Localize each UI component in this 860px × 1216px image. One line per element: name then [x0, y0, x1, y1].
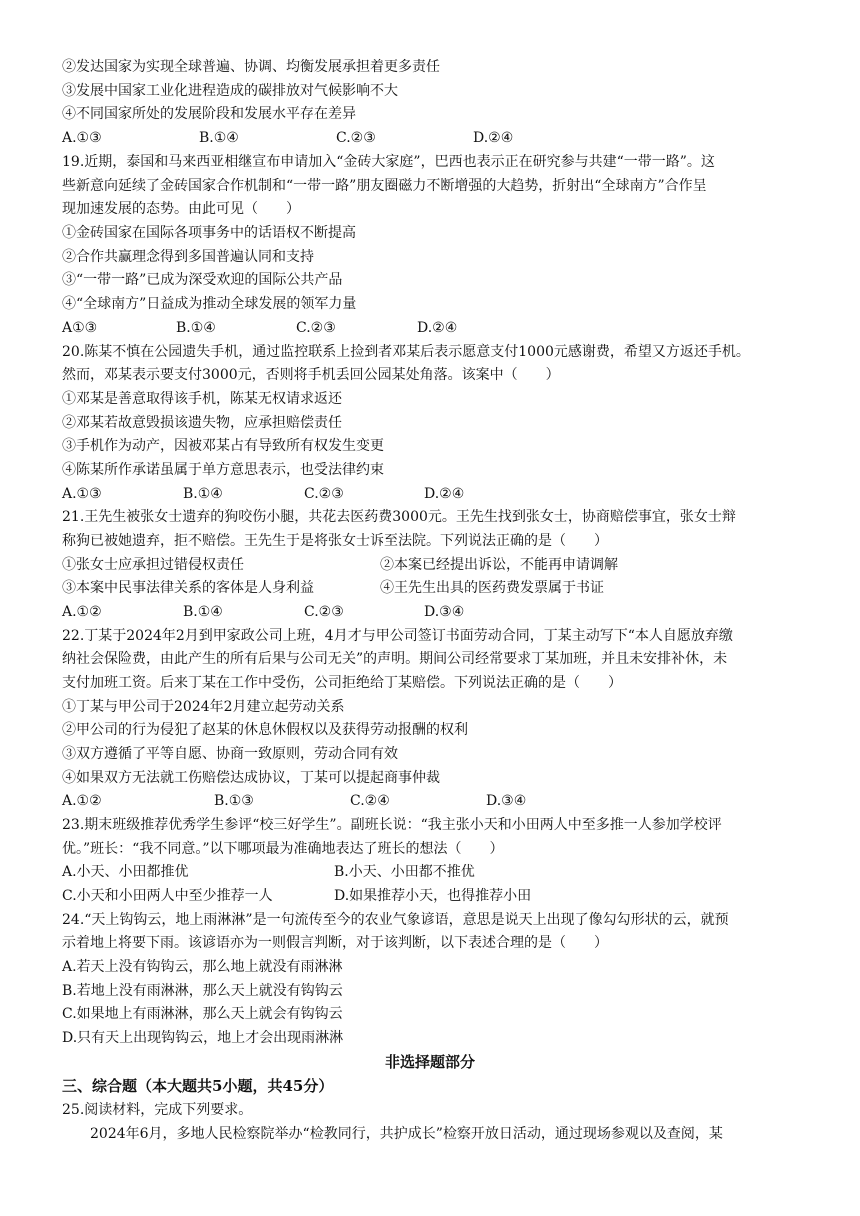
q22-option-a: A.①② — [62, 793, 102, 809]
q19-option-b: B.①④ — [176, 320, 216, 336]
q22-stem-line-3: 支付加班工资。后来丁某在工作中受伤，公司拒绝给丁某赔偿。下列说法正确的是（ ） — [62, 675, 622, 691]
q23-option-d: D.如果推荐小天，也得推荐小田 — [334, 888, 532, 904]
q21-statement-1: ①张女士应承担过错侵权责任 — [62, 557, 244, 573]
q19-option-d: D.②④ — [417, 320, 458, 336]
q22-statement-1: ①丁某与甲公司于2024年2月建立起劳动关系 — [62, 699, 345, 715]
q21-option-c: C.②③ — [304, 604, 344, 620]
q23-option-a: A.小天、小田都推优 — [62, 864, 189, 880]
q21-statement-2: ②本案已经提出诉讼，不能再申请调解 — [380, 557, 618, 573]
q21-statements-row-2 — [62, 577, 808, 600]
q20-statement-2: ②邓某若故意毁损该遗失物，应承担赔偿责任 — [62, 415, 342, 431]
q23-options-row-2 — [62, 885, 808, 908]
q21-statements-row-1 — [62, 554, 808, 577]
section-3-title: 三、综合题（本大题共5小题，共45分） — [62, 1077, 334, 1095]
q22-option-c: C.②④ — [350, 793, 390, 809]
q23-option-c: C.小天和小田两人中至少推荐一人 — [62, 888, 273, 904]
q21-statement-3: ③本案中民事法律关系的客体是人身利益 — [62, 580, 314, 596]
q25-instruction: 25.阅读材料，完成下列要求。 — [62, 1102, 253, 1118]
q25-material-line-1: 2024年6月，多地人民检察院举办“检教同行，共护成长”检察开放日活动，通过现场参观以及查阅，某 — [62, 1126, 723, 1142]
q20-statement-3: ③手机作为动产，因被邓某占有导致所有权发生变更 — [62, 438, 384, 454]
q18-statement-3: ③发展中国家工业化进程造成的碳排放对气候影响不大 — [62, 83, 398, 99]
q21-stem-line-2: 称狗已被她遗弃，拒不赔偿。王先生于是将张女士诉至法院。下列说法正确的是（ ） — [62, 533, 608, 549]
q23-stem-line-1: 23.期末班级推荐优秀学生参评“校三好学生”。副班长说：“我主张小天和小田两人中至多推一人参加学校评 — [62, 817, 722, 833]
q20-stem-line-1: 20.陈某不慎在公园遗失手机，通过监控联系上捡到者邓某后表示愿意支付1000元感谢费，希望又方返还手机。 — [62, 344, 750, 360]
q18-options — [62, 127, 808, 150]
q24-stem-line-2: 示着地上将要下雨。该谚语亦为一则假言判断，对于该判断，以下表述合理的是（ ） — [62, 935, 608, 951]
q24-option-a: A.若天上没有钩钩云，那么地上就没有雨淋淋 — [62, 959, 343, 975]
q19-stem-line-1: 19.近期，泰国和马来西亚相继宣布申请加入“金砖大家庭”，巴西也表示正在研究参与共建“一带一路”。这 — [62, 154, 715, 170]
q22-statement-3: ③双方遵循了平等自愿、协商一致原则，劳动合同有效 — [62, 746, 398, 762]
q21-option-a: A.①② — [62, 604, 102, 620]
q22-options — [62, 790, 808, 813]
q19-statement-4: ④“全球南方”日益成为推动全球发展的领军力量 — [62, 296, 357, 312]
q21-options — [62, 601, 808, 624]
part-title: 非选择题部分 — [384, 1053, 475, 1071]
q18-option-a: A.①③ — [62, 130, 102, 146]
q21-option-b: B.①④ — [183, 604, 223, 620]
q18-option-b: B.①④ — [199, 130, 239, 146]
q19-option-a: A①③ — [62, 320, 98, 336]
q19-stem-line-3: 现加速发展的态势。由此可见（ ） — [62, 201, 300, 217]
q19-statement-1: ①金砖国家在国际各项事务中的话语权不断提高 — [62, 225, 356, 241]
q22-stem-line-2: 纳社会保险费，由此产生的所有后果与公司无关”的声明。期间公司经常要求丁某加班，并且未安排补休，未 — [62, 651, 728, 667]
q20-statement-1: ①邓某是善意取得该手机，陈某无权请求返还 — [62, 391, 342, 407]
q18-option-c: C.②③ — [336, 130, 376, 146]
q23-options-row-1 — [62, 861, 808, 884]
q24-option-b: B.若地上没有雨淋淋，那么天上就没有钩钩云 — [62, 983, 343, 999]
q19-stem-line-2: 些新意向延续了金砖国家合作机制和“一带一路”朋友圈磁力不断增强的大趋势，折射出“全球南方”合作呈 — [62, 178, 707, 194]
q22-statement-4: ④如果双方无法就工伤赔偿达成协议，丁某可以提起商事仲裁 — [62, 770, 440, 786]
q19-statement-2: ②合作共赢理念得到多国普遍认同和支持 — [62, 249, 314, 265]
q22-stem-line-1: 22.丁某于2024年2月到甲家政公司上班，4月才与甲公司签订书面劳动合同，丁某主动写下“本人自愿放弃缴 — [62, 628, 733, 644]
q20-option-c: C.②③ — [304, 486, 344, 502]
q23-option-b: B.小天、小田都不推优 — [334, 864, 475, 880]
q24-option-c: C.如果地上有雨淋淋，那么天上就会有钩钩云 — [62, 1006, 343, 1022]
q21-option-d: D.③④ — [424, 604, 465, 620]
q19-statement-3: ③“一带一路”已成为深受欢迎的国际公共产品 — [62, 272, 343, 288]
q20-options — [62, 483, 808, 506]
q18-statement-4: ④不同国家所处的发展阶段和发展水平存在差异 — [62, 106, 356, 122]
q18-option-d: D.②④ — [473, 130, 514, 146]
q21-statement-4: ④王先生出具的医药费发票属于书证 — [380, 580, 604, 596]
q22-option-b: B.①③ — [214, 793, 254, 809]
q20-option-b: B.①④ — [183, 486, 223, 502]
q20-option-a: A.①③ — [62, 486, 102, 502]
q24-stem-line-1: 24.“天上钩钩云，地上雨淋淋”是一句流传至今的农业气象谚语，意思是说天上出现了像勾勾形状的云，就预 — [62, 912, 729, 928]
q19-options — [62, 317, 808, 340]
q19-option-c: C.②③ — [296, 320, 336, 336]
q20-stem-line-2: 然而，邓某表示要支付3000元，否则将手机丢回公园某处角落。该案中（ ） — [62, 367, 560, 383]
q18-statement-2: ②发达国家为实现全球普遍、协调、均衡发展承担着更多责任 — [62, 59, 440, 75]
q21-stem-line-1: 21.王先生被张女士遗弃的狗咬伤小腿，共花去医药费3000元。王先生找到张女士，协商赔偿事宜，张女士辩 — [62, 509, 736, 525]
q23-stem-line-2: 优。”班长：“我不同意。”以下哪项最为准确地表达了班长的想法（ ） — [62, 841, 504, 857]
q24-option-d: D.只有天上出现钩钩云，地上才会出现雨淋淋 — [62, 1030, 344, 1046]
q22-option-d: D.③④ — [486, 793, 527, 809]
q20-option-d: D.②④ — [424, 486, 465, 502]
q20-statement-4: ④陈某所作承诺虽属于单方意思表示，也受法律约束 — [62, 462, 384, 478]
q22-statement-2: ②甲公司的行为侵犯了赵某的休息休假权以及获得劳动报酬的权利 — [62, 722, 468, 738]
